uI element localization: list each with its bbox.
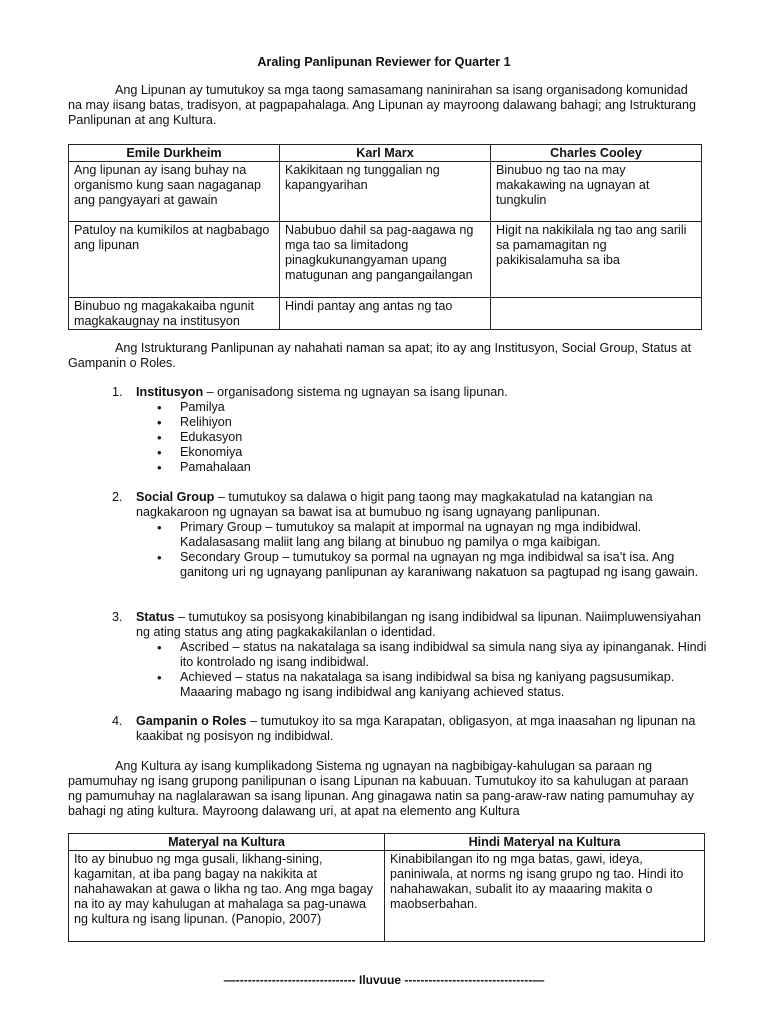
- table-cell: Ito ay binubuo ng mga gusali, likhang-sining, kagamitan, at iba pang bagay na nakikita at nahahawakan at gawa o likha ng tao. Ang mga bagay na ito ay may kahulugan at mahalaga sa pag-unawa ng kultura ng isang lipunan. (Panopio, 2007): [69, 851, 385, 942]
- table-cell: Binubuo ng magakakaiba ngunit magkakaugnay na institusyon: [69, 298, 280, 330]
- list-item: • Pamahalaan: [136, 460, 708, 475]
- element-term: Status: [136, 610, 175, 624]
- page-footer: —------------------------------ Iluvuue --------------------------------—: [223, 973, 545, 987]
- table-cell: Kakikitaan ng tunggalian ng kapangyarihan: [280, 162, 491, 222]
- element-social-group: [68, 490, 708, 580]
- list-item: • Ekonomiya: [136, 445, 708, 460]
- culture-intro-paragraph: Ang Kultura ay isang kumplikadong Sistema ng ugnayan na nagbibigay-kahulugan sa paraan ng pamumuhay ng isang grupong panilipunan o isang Lipunan na kabuuan. Tumutukoy ito sa kahulugan at paraan ng pamumuhay na naglalarawan sa isang lipunan. Ang ginagawa natin sa pang-araw-raw nating pamumuhay ay bahagi ng ating kultura. Mayroong dalawang uri, at apat na elemento ang Kultura: [68, 759, 694, 818]
- institusyon-list: [136, 400, 708, 475]
- table-cell: Binubuo ng tao na may makakawing na ugnayan at tungkulin: [491, 162, 702, 222]
- list-item: • Secondary Group – tumutukoy sa pormal na ugnayan ng mga indibidwal sa isa’t isa. Ang ganitong uri ng ugnayang panlipunan ay karaniwang nakatuon sa pagtupad ng isang gawain.: [136, 550, 708, 580]
- table-header-cell: Materyal na Kultura: [69, 834, 385, 851]
- table-header-cell: Karl Marx: [280, 145, 491, 162]
- list-number: 4.: [112, 714, 123, 728]
- element-definition: – tumutukoy sa dalawa o higit pang taong may magkakatulad na katangian na nagkakaroon ng ugnayan sa bawat isa at bumubuo ng isang ugnayang panlipunan.: [136, 490, 653, 519]
- element-definition: – organisadong sistema ng ugnayan sa isang lipunan.: [203, 385, 508, 399]
- table-cell: Higit na nakikilala ng tao ang sarili sa pamamagitan ng pakikisalamuha sa iba: [491, 222, 702, 298]
- table-row: [69, 851, 705, 942]
- table-header-cell: Emile Durkheim: [69, 145, 280, 162]
- element-status: [68, 610, 708, 700]
- element-term: Gampanin o Roles: [136, 714, 247, 728]
- table-header-row: [69, 145, 702, 162]
- element-definition: – tumutukoy ito sa mga Karapatan, obligasyon, at mga inaasahan ng lipunan na kaakibat ng posisyon ng indibidwal.: [136, 714, 696, 743]
- element-term: Institusyon: [136, 385, 204, 399]
- social-group-list: [136, 520, 708, 580]
- list-item: • Ascribed – status na nakatalaga sa isang indibidwal sa simula nang siya ay ipinanganak. Hindi ito kontrolado ng isang indibidwal.: [136, 640, 708, 670]
- table-cell: Ang lipunan ay isang buhay na organismo kung saan nagaganap ang pangyayari at gawain: [69, 162, 280, 222]
- element-institusyon: [68, 385, 708, 475]
- element-gampanin: [68, 714, 708, 744]
- table-row: [69, 222, 702, 298]
- culture-table: [68, 833, 705, 942]
- table-cell: Nabubuo dahil sa pag-aagawa ng mga tao sa limitadong pinagkukunangyaman upang matugunan ang pangangailangan: [280, 222, 491, 298]
- list-number: 1.: [112, 385, 123, 399]
- table-header-cell: Hindi Materyal na Kultura: [385, 834, 705, 851]
- list-number: 2.: [112, 490, 123, 504]
- table-row: [69, 162, 702, 222]
- table-cell: [491, 298, 702, 330]
- element-definition: – tumutukoy sa posisyong kinabibilangan ng isang indibidwal sa lipunan. Naiimpluwensiyahan ng ating status ang ating pagkakakilanlan o identidad.: [136, 610, 701, 639]
- table-cell: Patuloy na kumikilos at nagbabago ang lipunan: [69, 222, 280, 298]
- table-cell: Hindi pantay ang antas ng tao: [280, 298, 491, 330]
- list-item: • Pamilya: [136, 400, 708, 415]
- sociologists-table: [68, 144, 702, 330]
- list-item: • Relihiyon: [136, 415, 708, 430]
- element-term: Social Group: [136, 490, 215, 504]
- lipunan-intro-paragraph: Ang Lipunan ay tumutukoy sa mga taong samasamang naninirahan sa isang organisadong komunidad na may iisang batas, tradisyon, at pagpapahalaga. Ang Lipunan ay mayroong dalawang bahagi; ang Istrukturang Panlipunan at ang Kultura.: [68, 83, 697, 127]
- table-header-row: [69, 834, 705, 851]
- list-number: 3.: [112, 610, 123, 624]
- list-item: • Primary Group – tumutukoy sa malapit at impormal na ugnayan ng mga indibidwal. Kadalasasang maliit lang ang bilang at binubuo ng pamilya o mga kaibigan.: [136, 520, 708, 550]
- table-header-cell: Charles Cooley: [491, 145, 702, 162]
- status-list: [136, 640, 708, 700]
- list-item: • Edukasyon: [136, 430, 708, 445]
- table-row: [69, 298, 702, 330]
- list-item: • Achieved – status na nakatalaga sa isang indibidwal sa bisa ng kaniyang pagsusumikap. Maaaring mabago ng isang indibidwal ang kaniyang achieved status.: [136, 670, 708, 700]
- table-cell: Kinabibilangan ito ng mga batas, gawi, ideya, paniniwala, at norms ng isang grupo ng tao. Hindi ito nahahawakan, subalit ito ay maaaring makita o maobserbahan.: [385, 851, 705, 942]
- structure-intro-paragraph: Ang Istrukturang Panlipunan ay nahahati naman sa apat; ito ay ang Institusyon, Social Group, Status at Gampanin o Roles.: [68, 341, 692, 370]
- document-title: Araling Panlipunan Reviewer for Quarter 1: [257, 55, 511, 69]
